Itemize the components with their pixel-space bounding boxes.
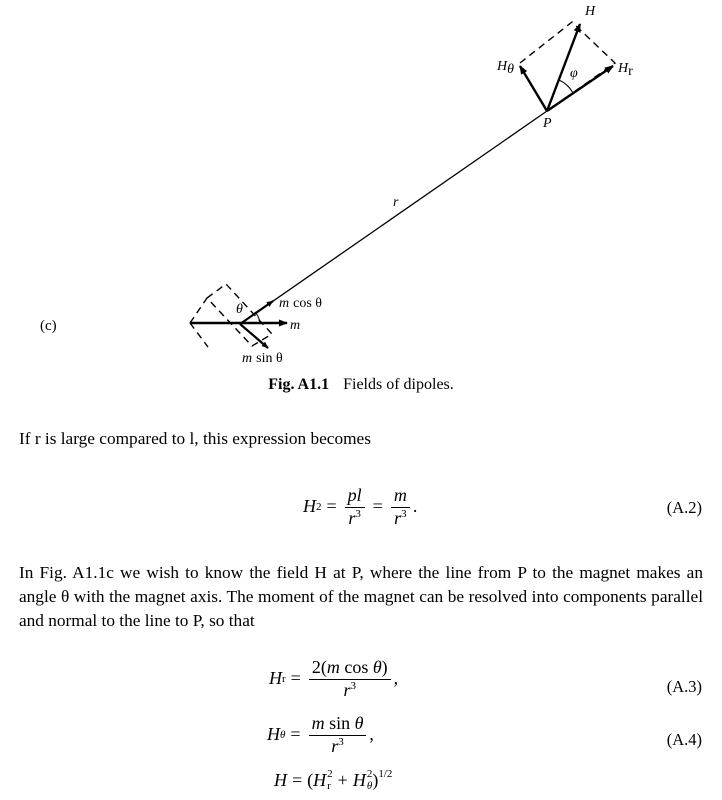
label-p: P (543, 116, 552, 131)
theta-arc (255, 312, 260, 323)
equation-number-a3: (A.3) (666, 677, 702, 696)
equation-a2-body: H 2 = $\frac{pl}{r^3}$ = $\frac{m}{r^3}$ . (303, 485, 418, 528)
phi-arc (559, 80, 573, 93)
label-h-r: Hr (618, 61, 633, 79)
panel-label: (c) (40, 318, 57, 334)
magnet-dashed-left2 (190, 323, 208, 347)
equation-number-a4: (A.4) (666, 730, 702, 749)
label-m-sin: m sin θ (242, 351, 283, 366)
equation-number-a2: (A.2) (666, 498, 702, 517)
label-r: r (393, 195, 399, 210)
line-r (240, 111, 547, 324)
paragraph-2: In Fig. A1.1c we wish to know the field H at P, where the line from P to the magnet makes an angle θ with the magnet axis. The moment of the magnet can be resolved into components parallel and normal to the line to P, so that (19, 563, 703, 630)
label-phi: φ (570, 66, 578, 81)
label-theta: θ (236, 302, 243, 317)
caption-number: Fig. A1.1 (268, 376, 330, 393)
magnet-dashed-left (190, 298, 207, 323)
paragraph-1: If r is large compared to l, this expression becomes (19, 429, 371, 448)
figure-caption (0, 376, 722, 394)
label-h: H (585, 4, 596, 19)
label-h-theta: Hθ (497, 59, 515, 77)
label-m-cos: m cos θ (279, 296, 322, 311)
equation-a3-body: H r = $\frac{\text{2(m cos θ)}}{r^3}$ , (269, 657, 399, 700)
caption-text: Fields of dipoles. (343, 376, 454, 393)
equation-a5-body: H = ( H 2 r + H 2 θ ) $^{1/2}$ (274, 768, 393, 793)
h-theta-vector (520, 66, 547, 111)
h-r-vector (547, 66, 613, 111)
label-m: m (290, 318, 301, 333)
equation-a4-body: H θ = $\frac{\text{m sin θ}}{r^3}$ , (267, 713, 374, 756)
